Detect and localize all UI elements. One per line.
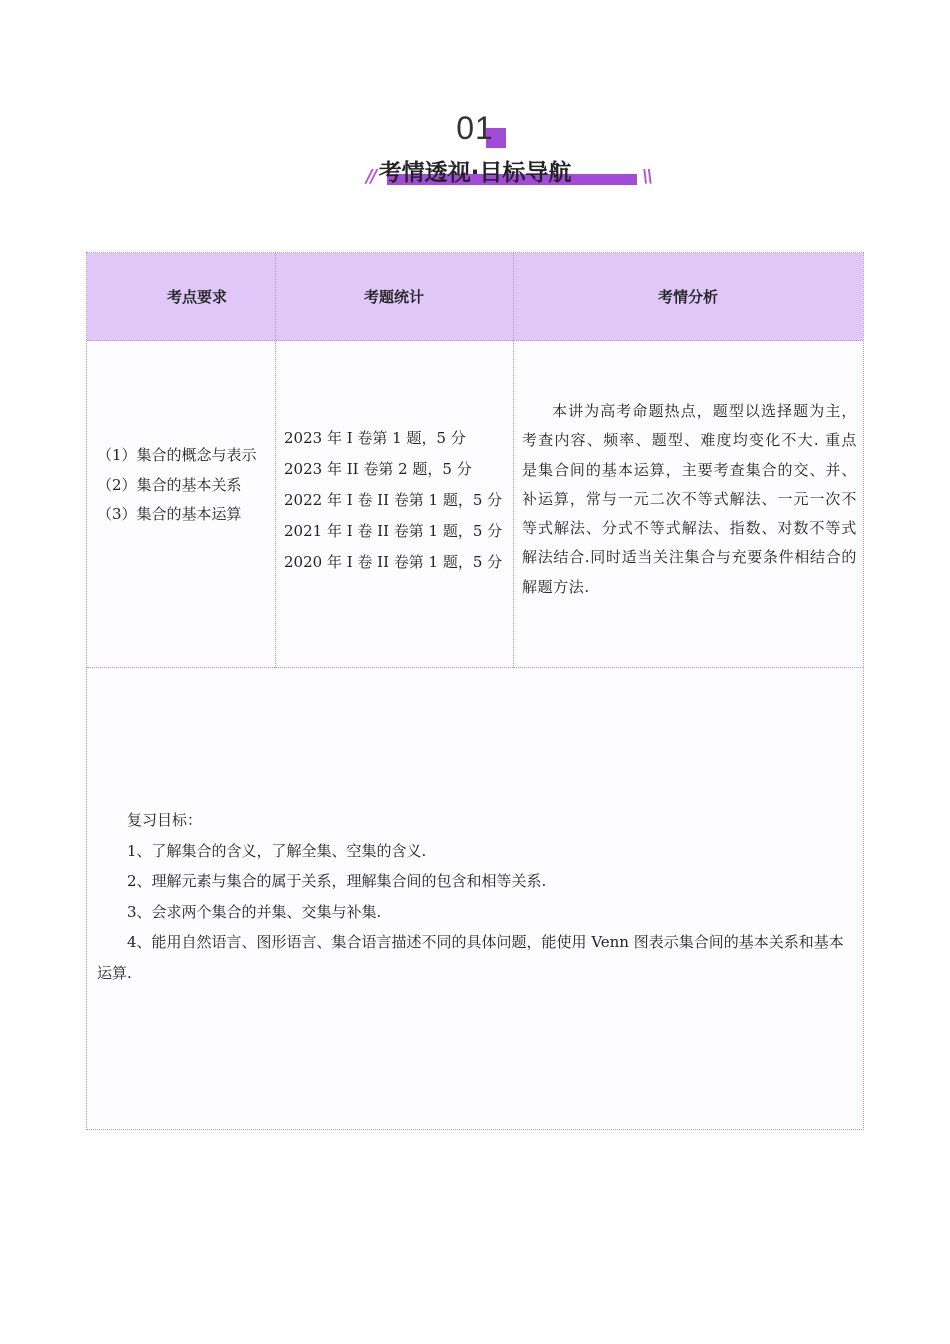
review-goals — [97, 805, 857, 988]
list-item: （1）集合的概念与表示 — [97, 446, 257, 464]
analysis-cell: 本讲为高考命题热点，题型以选择题为主，考查内容、频率、题型、难度均变化不大. 重点是集合间的基本运算，主要考查集合的交、并、补运算，常与一元二次不等式解法、一元一次不等式解法、分式不等式解法、指数、对数不等式解法结合.同时适当关注集合与充要条件相结合的解题方法. — [522, 402, 857, 596]
list-item: 2023 年 II 卷第 2 题，5 分 — [284, 460, 472, 478]
list-item: 2023 年 I 卷第 1 题，5 分 — [284, 429, 466, 447]
left-slash-decoration: // — [366, 166, 376, 187]
list-item: （3）集合的基本运算 — [97, 505, 242, 523]
goal-item: 3、会求两个集合的并集、交集与补集. — [127, 902, 382, 921]
goals-title: 复习目标： — [127, 811, 203, 829]
section-number: 01 — [456, 110, 494, 146]
statistics-cell — [284, 423, 514, 578]
section-title: 考情透视·目标导航 — [378, 160, 572, 186]
header-analysis: 考情分析 — [657, 288, 718, 306]
right-slash-decoration: \\ — [642, 166, 652, 187]
header-requirements: 考点要求 — [166, 288, 227, 306]
list-item: 2020 年 I 卷 II 卷第 1 题，5 分 — [284, 553, 503, 571]
list-item: （2）集合的基本关系 — [97, 475, 242, 494]
row-divider — [87, 667, 863, 668]
goal-item: 2、理解元素与集合的属于关系，理解集合间的包含和相等关系. — [127, 872, 547, 890]
goal-item: 1、了解集合的含义，了解全集、空集的含义. — [127, 841, 427, 860]
list-item: 2021 年 I 卷 II 卷第 1 题，5 分 — [284, 522, 503, 540]
goal-item: 4、能用自然语言、图形语言、集合语言描述不同的具体问题，能使用 Venn 图表示集合间的基本关系和基本运算. — [97, 933, 844, 982]
exam-analysis-table — [86, 252, 864, 1130]
requirements-cell — [97, 441, 272, 530]
list-item: 2022 年 I 卷 II 卷第 1 题，5 分 — [284, 491, 503, 509]
header-statistics: 考题统计 — [363, 288, 424, 306]
